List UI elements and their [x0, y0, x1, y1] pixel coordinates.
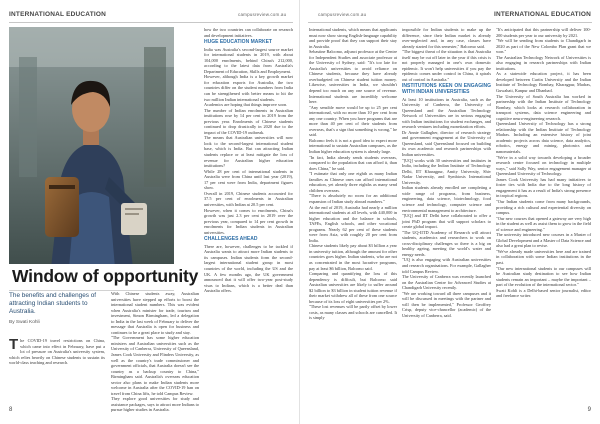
paragraph: Indian students already enrolled are completing a wide range of programs, from business, engineering, data science, biotechnology, food science and technology, computer science and environmental management to architecture. — [402, 185, 491, 213]
right-column-2 — [402, 27, 491, 406]
paragraph: Comparing and quantifying the loss of this dependency is difficult, but Balcomo said Australian universities are likely to suffer around $2 billion to $3 billion in student tuition revenue if their market withdrew all of these from one source because of its loss of eight universities per 2%. — [309, 271, 397, 304]
paragraph: how the two countries can collaborate on research and development initiatives. — [204, 27, 293, 38]
paragraph: "Our Indian students come from many backgrounds, providing a rich cultural and experiential diversity on campus. — [496, 198, 591, 216]
paragraph: Dr Annie Gallagher, director of research strategy and government engagement at the University of Queensland, said Queensland focused on building its own academic and research partnerships with Indian universities. — [402, 129, 491, 158]
page-number: 8 — [9, 407, 13, 413]
paragraph: India was Australia's second-largest source market for international students in 2019, with about 104,000 enrolments, behind China's 212,000, according to the latest data from Australia's Department of Education, Skills and Employment. — [204, 46, 293, 74]
paragraph: The University of Canberra was recently launched on the Australian Centre for Advanced Studies at Chandigarh University recently. — [402, 274, 491, 291]
paragraph: The number of Indian enrolments in Australian institutions rose by 14 per cent in 2019 from the previous year. Enrolments of Chinese students continued to drop drastically in 2020 due to the impact of the COVID-19 outbreak. — [204, 107, 293, 135]
paragraph: Balcomo feels it is not a good idea to expect more international to sustain Australian campuses, as the Indian higher education system is already large. — [309, 137, 397, 155]
subheading-institutions: INSTITUTIONS KEEN ON ENGAGING WITH INDIAN UNIVERSITIES — [402, 83, 491, 96]
paragraph: While 28 per cent of international students in Australia were from China until last year (2019), 17 per cent were from India, department figures show. — [204, 168, 293, 191]
paragraph: Queensland University of Technology has a strong relationship with the Indian Institute of Technology Madras. Including an extensive history of joint academic projects across data science, data analytics, robotics, energy and mining, photonics and nanomaterials. — [496, 121, 591, 155]
paragraph: "UQ is also engaging with Australian universities and research organisations. For example, Gallagher told Campus Review. — [402, 257, 491, 274]
paragraph: The University of South Australia has worked in partnership with the Indian Institute of Technology Bombay, which looks at research collaboration in transport systems, data science engineering and cognitive neuro-engineering research. — [496, 93, 591, 121]
paragraph: James Cook University has had many initiatives to foster ties with India due to the long history of engagement it has as a result of India's strong presence in tropical regions. — [496, 176, 591, 199]
paragraph: impossible for Indian students to make up the difference, since their Indian market is already over-neglected and, in any case, classes have already started for this semester," Balcomo said. — [402, 27, 491, 49]
paragraph: The Australian Technology Network of Universities is also engaging in research partnerships with Indian institutions. — [496, 54, 591, 71]
paragraph: "The Government has some higher education ministers and Australian universities such as the University of Canberra, University of Queensland, James Cook University and Flinders University, as well as the country's trade commissioner and government officials, that Australia doesn't see the country as a backup country to China," Birmingham said. Australia's overseas education sector also plans to make Indian students more welcome in Australia after the COVID-19 ban on travel from China lifts, he told Campus Review. — [111, 335, 199, 396]
paragraph: However, when it comes to enrolments, China's growth was just 2.3 per cent in 2019 over the previous year, compared to 14 per cent growth in enrolments for Indian students in Australian universities. — [204, 207, 293, 235]
paragraph: "Our new international students to our campuses will be Australian study destination to see how Indian students remain an important – maybe the important – part of the evolution of the international sector." — [496, 265, 591, 288]
paragraph: The means that Australian universities will now look to the second-largest international student base, which is India. But can attracting Indian students replace or at least mitigate the loss of revenue for Australian higher education institutions? — [204, 135, 293, 169]
paragraph: "The biggest threat of the situation is that Australia itself may be cut off later in the year if this crisis is not properly managed in one's own domestic epidemic. It won't help universities if you pay the epidemic comes under control in China, it spirals out of control in Australia." — [402, 49, 491, 82]
paragraph: With Chinese students away, Australian universities have stepped up efforts to boost the international student numbers. This was evident when Australia's minister for trade, tourism and investment, Simon Birmingham, led a delegation to India in the last week of February to deliver the message that Australia is open for business and continues to be a great place to study and stay. — [111, 291, 199, 335]
author-bio: Swati Kohli is a Delhi-based senior journalist, editor and freelance writer. — [496, 287, 591, 299]
paragraph: "It's anticipated that this partnership will deliver 100-200 students per year to our university by 2021. — [496, 27, 591, 38]
paragraph: "There is absolutely no room for an additional expansion of Indian study abroad numbers." — [309, 193, 397, 204]
title-box — [9, 264, 199, 291]
standfirst: The benefits and challenges of attracting Indian students to Australia. — [9, 292, 97, 315]
paragraph: "Our new courses that opened a gateway are very high in the student as well as assist them to grow in the field of science and engineering." — [496, 215, 591, 232]
paragraph: They explore good universities for study and assistance packages, says to attract more Indians to pursue higher studies in Australia. — [111, 396, 199, 413]
paragraph: Chinese students likely pay about $3 billion a year in university tuition, although the amount for other countries goes higher. Indian students, who are not as concentrated in the most lucrative programs, pay at least $6 billion, Balcomo said. — [309, 243, 397, 271]
paragraph: Academics are hoping that things improve soon. — [204, 102, 288, 108]
paragraph: At the end of 2019, Australia had nearly a million international students at all levels, with 440,000 in higher education and the balance in schools, TAFEs, English schools, and other vocational programs. Nearly 62 per cent of these students were from Asia, with roughly 20 per cent from India. — [309, 204, 397, 243]
paragraph: The university introduced new courses in a Master of Global Development and a Master of Data Science and also had a great plan to revise. — [496, 232, 591, 249]
byline: By Swati Kohli — [9, 320, 40, 325]
right-column-3 — [496, 27, 591, 406]
site-url[interactable]: campusreview.com.au — [318, 12, 367, 17]
header-rule — [9, 22, 293, 23]
left-column-1 — [9, 338, 105, 406]
paragraph: Sebastine Balcomo, adjunct professor at the Centre for Independent Studies and associate professor at the University of Sydney, said: "It's too late for Australia's universities to avoid reliance on Chinese students, because they have already overbudgeted on Chinese student tuition money. Likewise, universities in India, we shouldn't depend too much on any one source of revenue. International students are incredibly welcome here. — [309, 49, 397, 105]
section-header: INTERNATIONAL EDUCATION — [9, 11, 107, 18]
paragraph: Overall in 2019, Chinese students accounted for 37.5 per cent of enrolments in Australian universities, with Indian at 20.5 per cent. — [204, 190, 293, 207]
drop-cap: T — [9, 336, 19, 353]
paragraph: "The UQ-IITD Academy of Research will attract students, academics and researchers to work on cross-disciplinary challenges so there is a big on healthy ageing, meeting the world's water and energy needs. — [402, 229, 491, 257]
paragraph: "I estimate that only one eighth as many Indian families as Chinese ones can afford international education, yet already three eighths as many send children overseas. — [309, 171, 397, 193]
subheading-huge-market: HUGE EDUCATION MARKET — [204, 39, 272, 46]
paragraph: There are, however, challenges to be tackled if Australia wants to attract more Indian students to its campuses. Indian students form the second-largest international student group in most countries of the world, including the US and the UK. A few months ago, the UK government announced that it will offer two-year post-study visas to Indians, which is a better deal than Australia offers. — [204, 243, 293, 294]
paragraph: At least 10 institutions in Australia, such as the University of Canberra, the University of Queensland and the Australian Technology Network of Universities are in serious engaging with Indian institutions for student exchanges, and research ventures including monetization efforts. — [402, 96, 491, 130]
site-url[interactable]: campusreview.com.au — [238, 12, 287, 17]
paragraph: "[UQ] and IIT Delhi have collaborated to offer a joint PhD program that will support scholars to create global impact. — [402, 213, 491, 230]
subheading-challenges: CHALLENGES AHEAD — [204, 236, 258, 243]
paragraph: "We're in a solid way towards developing a broader research centre focused on technology in multiple ways," said Sally Way, senior engagement manager at Queensland University of Technology. — [496, 154, 591, 177]
paragraph: International students, which means that applicants must now show strong English-language capability and provide proof that they can support their stay in Australia. — [309, 27, 397, 49]
hero-photo — [9, 27, 174, 268]
left-column-2 — [111, 291, 199, 413]
paragraph: "Any sensible move would be up to 25 per cent international, with no more than 10 per cent from any one country. When you have programs that are more than 40 per cent of their students from overseas, that's a sign that something is wrong," he said. — [309, 104, 397, 138]
right-column-1 — [309, 27, 397, 406]
paragraph: "We've already made universities here and are trained in collaboration with some Indian institutions in the past. — [496, 248, 591, 265]
paragraph: However, although India is a key growth market for education exports for Australia, the two countries differ on the student numbers from India can be strengthened with better means to hit the two million Indian international students. — [204, 74, 293, 102]
left-column-3 — [204, 27, 293, 406]
paragraph: As a statewide education project, it has been developed between Curtin University and the Indian Institute of Technology Bombay, Kharagpur, Madras, Guwahati, Kanpur and Dhanbad. — [496, 71, 591, 94]
student-photo-illustration — [9, 27, 174, 268]
article-title: Window of opportunity — [12, 266, 199, 286]
right-page — [300, 0, 600, 424]
paragraph: "We are working toward all three campuses and it will be discussed in meetings with the partner and will then be implemented," Professor Geoffrey Crisp, deputy vice-chancellor (academic) of the University of Canberra, said. — [402, 290, 491, 318]
paragraph: "We will be sending from students to Chandigarh in 2020 as part of the New Colombo Plan grant that we won." — [496, 38, 591, 55]
header-rule — [308, 22, 592, 23]
paragraph: "[UQ] works with 30 universities and institutes in India, including the Indian Institute of Technology Delhi, IIT Kharagpur, Amity University, Shiv Nadar University, and Symbiosis International University. — [402, 157, 491, 185]
section-header: INTERNATIONAL EDUCATION — [493, 11, 591, 18]
page-number: 9 — [587, 407, 591, 413]
paragraph: "These lost revenues will be partly offset by lower costs, as many classes and schools are cancelled. It is simply — [309, 304, 397, 321]
paragraph: he COVID-19 travel restrictions on China, which came into effect in February, have put a lot of pressure on Australia's university system, which relies heavily on Chinese students to sustain its world-class teaching and research. — [9, 338, 105, 366]
paragraph: "In fact, India already sends students overseas, compared to the population that can afford it, than does China," he said. — [309, 154, 397, 171]
